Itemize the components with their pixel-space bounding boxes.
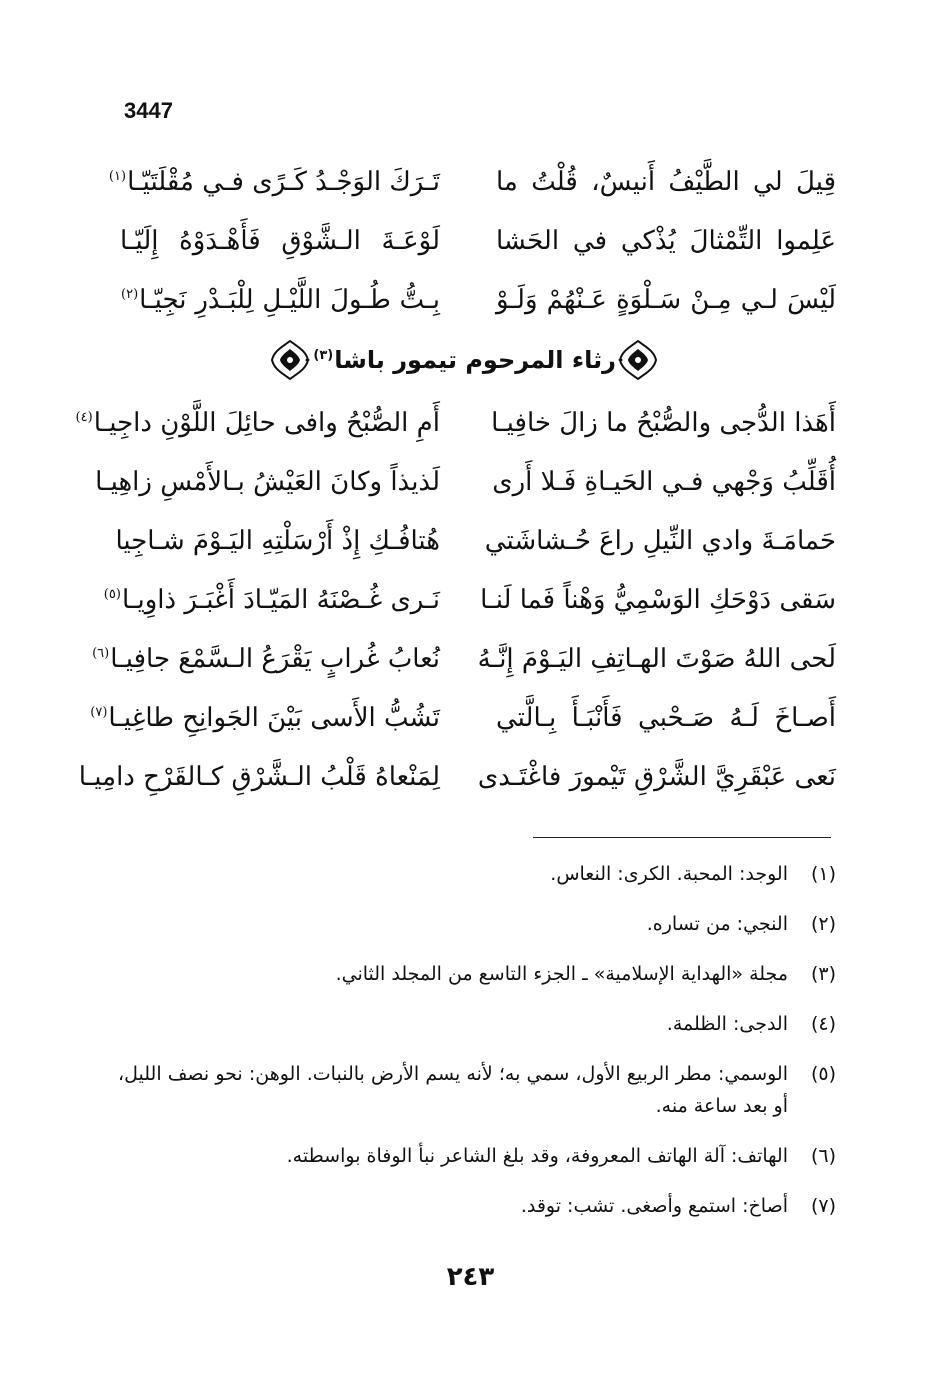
hemistich-second — [115, 525, 440, 556]
verse — [92, 629, 836, 688]
hemistich-text: لَوْعَـةَ الـشَّوْقِ فَأَهْـدَوْهُ إِلَيّـا — [120, 225, 440, 256]
hemistich-first: أَهَذا الدُّجى والصُّبْحُ ما زالَ خافِيـا — [491, 407, 836, 438]
hemistich-text: لِمَنْعاهُ قَلْبُ الـشَّرْقِ كـالقَرْحِ دامِيـا — [78, 761, 440, 792]
verse — [108, 152, 836, 211]
left-ornament-icon — [268, 337, 312, 383]
footnote-number: (٧) — [810, 1195, 836, 1217]
hemistich-second — [78, 761, 440, 792]
footnote-text: الوجد: المحبة. الكرى: النعاس. — [550, 863, 788, 885]
footnote — [118, 908, 836, 940]
hemistich-second — [92, 643, 440, 674]
hemistich-second — [103, 584, 440, 615]
footnote-number: (٤) — [810, 1013, 836, 1035]
footnote-text: الدجى: الظلمة. — [666, 1013, 788, 1035]
hemistich-second — [120, 226, 440, 256]
hemistich-first: لَيْسَ لـي مِـنْ سَـلْوَةٍ عَـنْهُمْ وَلَـوْ — [496, 284, 836, 315]
footnote — [118, 1140, 836, 1172]
footnote-ref: (١) — [108, 168, 127, 184]
footnote-text: النجي: من تساره. — [646, 913, 788, 935]
hemistich-text: نُعابُ غُرابٍ يَقْرَعُ الـسَّمْعَ جافِيـا — [110, 643, 440, 674]
hemistich-text: تَـرَكَ الوَجْـدُ كَـرًى فـي مُقْلَتَيّـا — [127, 166, 440, 197]
hemistich-first: حَمامَـةَ وادي النِّيلِ راعَ حُـشاشَتي — [484, 525, 836, 556]
footnote — [118, 1190, 836, 1222]
heading-title: رثاء المرحوم تيمور باشا — [334, 346, 616, 374]
footnote-divider — [533, 837, 831, 838]
hemistich-first: لَحى اللهُ صَوْتَ الهـاتِفِ اليَـوْمَ إِنَّـهُ — [477, 643, 836, 674]
poem-top — [108, 152, 836, 329]
poem-bottom — [75, 393, 836, 806]
heading-title-wrap — [312, 346, 616, 374]
hemistich-text: بِـتُّ طُـولَ اللَّيْـلِ لِلْبَـدْرِ نَجِيّـا — [139, 284, 440, 315]
verse — [95, 452, 836, 511]
footnote-number: (١) — [810, 863, 836, 885]
right-ornament-icon — [616, 337, 660, 383]
hemistich-text: تَشُبُّ الأَسى بَيْنَ الجَوانِحِ طاغِيـا — [108, 702, 440, 733]
hemistich-text: لَذيذاً وكانَ العَيْشُ بـالأَمْسِ زاهِيـا — [95, 466, 440, 497]
hemistich-second — [75, 407, 440, 438]
hemistich-first: عَلِموا التِّمْثالَ يُذْكي في الحَشا — [496, 225, 836, 256]
footnote — [118, 958, 836, 990]
verse — [120, 270, 836, 329]
hemistich-second — [120, 285, 440, 315]
hemistich-text: هُتافُـكِ إِذْ أَرْسَلْتِهِ اليَـوْمَ شـاجِيا — [115, 525, 440, 556]
hemistich-first: أُقَلِّبُ وَجْهي فـي الحَيـاةِ فَـلا أَرى — [492, 466, 836, 497]
footnote-text: أصاخ: استمع وأصغى. تشب: توقد. — [520, 1195, 788, 1217]
hemistich-second — [95, 466, 440, 497]
verse — [120, 211, 836, 270]
verse — [75, 393, 836, 452]
verse — [115, 511, 836, 570]
verse — [103, 570, 836, 629]
hemistich-second — [108, 166, 440, 197]
footnote-text: الهاتف: آلة الهاتف المعروفة، وقد بلغ الشاعر نبأ الوفاة بواسطته. — [286, 1145, 788, 1167]
footnote-ref: (٦) — [92, 645, 110, 661]
footnote-number: (٦) — [810, 1145, 836, 1167]
footnote-ref: (٥) — [103, 586, 121, 602]
verse — [90, 688, 836, 747]
page-id: 3447 — [124, 98, 173, 123]
hemistich-first: نَعى عَبْقَرِيَّ الشَّرْقِ تَيْمورَ فاغْتَـدى — [477, 761, 836, 792]
page-number: ٢٤٣ — [446, 1262, 495, 1292]
footnote-number: (٥) — [810, 1063, 836, 1085]
footnote-ref: (٢) — [121, 286, 139, 302]
footnote-ref: (٤) — [75, 409, 93, 425]
footnotes — [118, 858, 836, 1240]
footnote-text: مجلة «الهداية الإسلامية» ـ الجزء التاسع من المجلد الثاني. — [335, 963, 788, 985]
footnote-text: الوسمي: مطر الربيع الأول، سمي به؛ لأنه يسم الأرض بالنبات. الوهن: نحو نصف الليل، أو بعد ساعة منه. — [118, 1063, 788, 1117]
hemistich-first: سَقى دَوْحَكِ الوَسْمِيُّ وَهْناً فَما لَنـا — [480, 584, 836, 615]
footnote — [118, 1008, 836, 1040]
footnote-number: (٢) — [810, 913, 836, 935]
footnote-number: (٣) — [810, 963, 836, 985]
hemistich-text: أَمِ الصُّبْحُ وافى حائِلَ اللَّوْنِ داجِيـا — [93, 407, 440, 438]
hemistich-first: قِيلَ لي الطَّيْفُ أَنيسٌ، قُلْتُ ما — [496, 166, 836, 197]
hemistich-text: نَـرى غُـصْنَهُ المَيّـادَ أَغْبَـرَ ذاوِيـا — [121, 584, 440, 615]
footnote — [118, 858, 836, 890]
hemistich-first: أَصـاخَ لَـهُ صَـحْبي فَأَنْبَـأَ بِـالَّتي — [496, 702, 836, 733]
hemistich-second — [90, 702, 440, 733]
section-heading — [280, 335, 660, 385]
footnote-ref: (٣) — [313, 348, 334, 363]
footnote-ref: (٧) — [90, 704, 108, 720]
footnote — [118, 1058, 836, 1122]
verse — [78, 747, 836, 806]
